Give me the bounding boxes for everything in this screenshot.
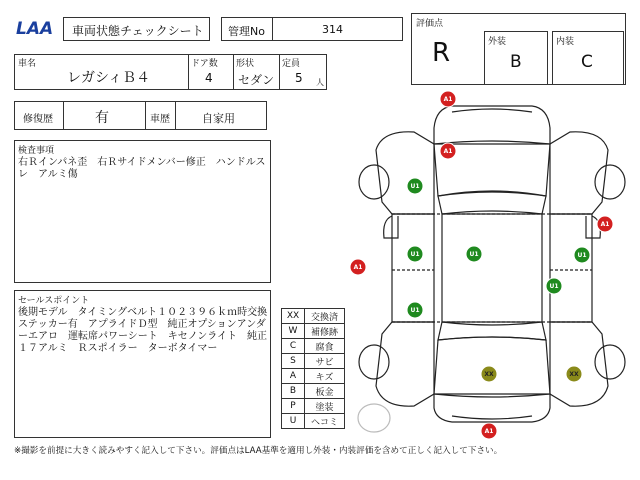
- body-value: セダン: [238, 73, 275, 87]
- mgmt-no-box: [221, 17, 403, 41]
- vehicle-divider-1: [188, 55, 189, 89]
- sales-points-text: 後期モデル タイミングベルト１０２３９６ｋｍ時交換ステッカー有 アプライドＤ型 純正オプションアンダーエアロ 運転席パワーシート キセノンライト 純正１７アルミ Ｒスポイラー ターボタイマー: [18, 307, 268, 354]
- legend-code: B: [282, 384, 305, 399]
- overall-grade-value: R: [432, 38, 451, 68]
- damage-mark-label: U1: [469, 251, 479, 258]
- vehicle-divider-2: [233, 55, 234, 89]
- body-label: 形状: [236, 59, 255, 69]
- legend-row: [282, 339, 345, 354]
- legend-meaning: キズ: [305, 369, 345, 384]
- interior-grade-label: 内装: [556, 37, 575, 47]
- mgmt-no-label: 管理No: [228, 25, 265, 38]
- car-name-value: レガシィＢ４: [67, 70, 151, 86]
- damage-mark-label: XX: [484, 371, 494, 378]
- exterior-grade-box: [484, 31, 548, 85]
- damage-mark-u1: [574, 247, 590, 263]
- vehicle-use-value: 自家用: [202, 112, 235, 125]
- legend-meaning: 腐食: [305, 339, 345, 354]
- laa-logo: [14, 17, 64, 37]
- legend-code: S: [282, 354, 305, 369]
- car-damage-diagram: [353, 90, 624, 440]
- damage-mark-label: A1: [443, 148, 453, 155]
- damage-marks-layer: [350, 91, 613, 439]
- vehicle-use-label: 車歴: [150, 114, 170, 125]
- legend-code: W: [282, 324, 305, 339]
- doors-label: ドア数: [191, 59, 218, 69]
- inspection-text: 右Ｒインパネ歪 右Ｒサイドメンバー修正 ハンドルスレ アルミ傷: [18, 157, 266, 180]
- damage-mark-a1: [597, 216, 613, 232]
- legend-row: [282, 324, 345, 339]
- legend-code: XX: [282, 309, 305, 324]
- damage-mark-label: U1: [549, 283, 559, 290]
- capacity-value: 5: [295, 71, 303, 85]
- sales-points-label: セールスポイント: [18, 296, 90, 306]
- history-box: [14, 101, 267, 130]
- legend-meaning: 交換済: [305, 309, 345, 324]
- legend-meaning: 板金: [305, 384, 345, 399]
- damage-mark-xx: [481, 366, 497, 382]
- legend-meaning: サビ: [305, 354, 345, 369]
- history-divider-2: [145, 102, 146, 129]
- legend-meaning: ヘコミ: [305, 414, 345, 429]
- legend-table: [281, 308, 345, 429]
- damage-mark-label: A1: [600, 221, 610, 228]
- legend-code: C: [282, 339, 305, 354]
- legend-code: P: [282, 399, 305, 414]
- car-outline: [358, 106, 625, 432]
- legend-meaning: 補修跡: [305, 324, 345, 339]
- damage-mark-u1: [407, 302, 423, 318]
- legend-code: A: [282, 369, 305, 384]
- legend-row: [282, 414, 345, 429]
- footer-note: ※撮影を前提に大きく読みやすく記入して下さい。評価点はLAA基準を適用し外装・内装評価を含めて正しく記入して下さい。: [14, 446, 503, 456]
- damage-mark-a1: [440, 143, 456, 159]
- exterior-grade-label: 外装: [488, 37, 507, 47]
- repair-history-value: 有: [95, 110, 109, 126]
- exterior-grade-value: B: [510, 52, 522, 72]
- doors-value: 4: [205, 71, 213, 85]
- damage-mark-u1: [546, 278, 562, 294]
- damage-mark-u1: [407, 178, 423, 194]
- mgmt-divider: [272, 18, 273, 40]
- damage-mark-label: A1: [353, 264, 363, 271]
- legend-row: [282, 309, 345, 324]
- damage-mark-u1: [407, 246, 423, 262]
- legend-meaning: 塗装: [305, 399, 345, 414]
- overall-grade-label: 評価点: [416, 19, 444, 29]
- mgmt-no-value: 314: [322, 23, 343, 36]
- interior-grade-box: [552, 31, 624, 85]
- sheet-title: 車両状態チェックシート: [72, 24, 204, 38]
- damage-mark-label: A1: [443, 96, 453, 103]
- capacity-label: 定員: [282, 59, 301, 69]
- damage-mark-label: U1: [410, 183, 420, 190]
- damage-mark-xx: [566, 366, 582, 382]
- damage-mark-label: XX: [569, 371, 579, 378]
- legend-row: [282, 399, 345, 414]
- damage-mark-label: U1: [577, 252, 587, 259]
- capacity-unit: 人: [316, 78, 324, 87]
- svg-text:LAA: LAA: [16, 19, 54, 39]
- grade-box: [411, 13, 626, 85]
- sales-points-box: [14, 290, 271, 438]
- damage-mark-a1: [481, 423, 497, 439]
- damage-mark-a1: [350, 259, 366, 275]
- legend-row: [282, 369, 345, 384]
- legend-row: [282, 384, 345, 399]
- inspection-box: [14, 140, 271, 283]
- history-divider-1: [63, 102, 64, 129]
- interior-grade-value: C: [581, 52, 593, 72]
- legend-row: [282, 354, 345, 369]
- legend-code: U: [282, 414, 305, 429]
- damage-mark-u1: [466, 246, 482, 262]
- inspection-label: 検査事項: [18, 146, 55, 156]
- vehicle-box: [14, 54, 327, 90]
- damage-mark-label: U1: [410, 307, 420, 314]
- car-name-label: 車名: [18, 59, 37, 69]
- damage-mark-a1: [440, 91, 456, 107]
- damage-mark-label: U1: [410, 251, 420, 258]
- repair-history-label: 修復歴: [23, 114, 53, 125]
- title-box: [63, 17, 210, 41]
- vehicle-divider-3: [279, 55, 280, 89]
- damage-mark-label: A1: [484, 428, 494, 435]
- history-divider-3: [175, 102, 176, 129]
